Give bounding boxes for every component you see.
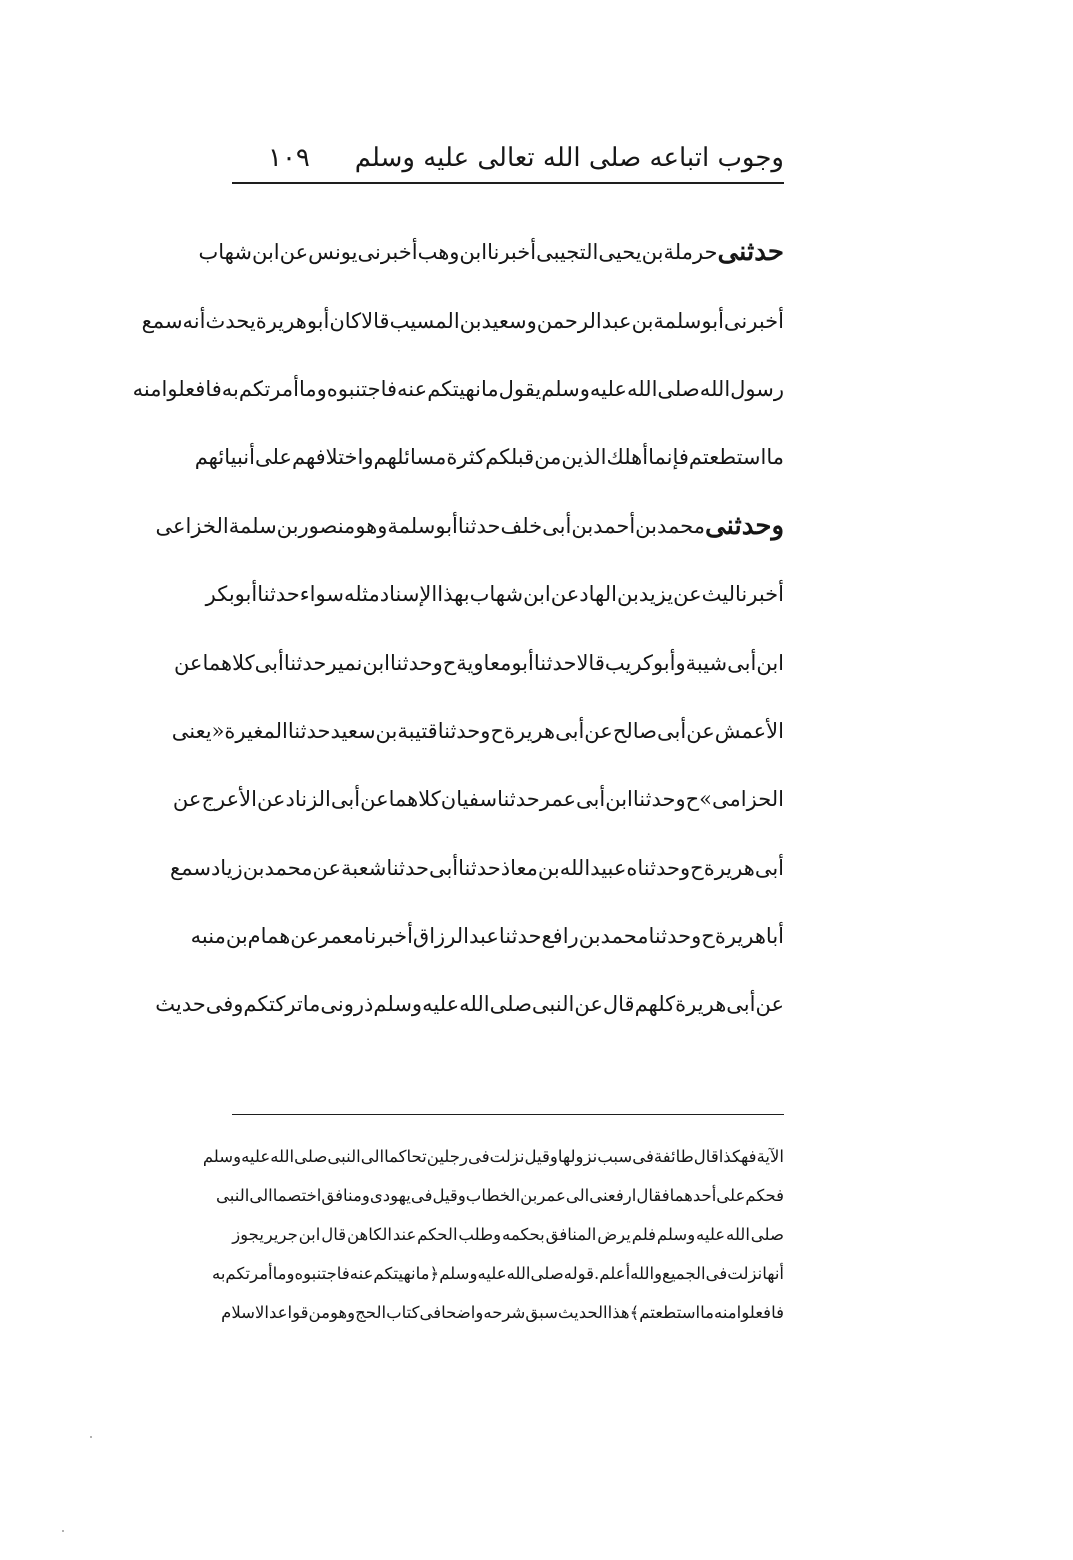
word: نهيتكم [427,376,481,401]
word: صلى [489,992,532,1017]
word: وفى [205,992,244,1017]
word: بن [631,308,654,333]
word: أبى [657,718,687,743]
word: ارفعنى [589,1186,637,1206]
word: الحزامى [712,787,784,812]
word: عبد [601,308,632,333]
word: نزلت [727,1263,763,1283]
word: هريرة [675,992,727,1017]
word: وهو [329,1302,356,1322]
word: حرملة [663,240,718,265]
word: ابن [251,240,280,265]
word: بن [641,240,664,265]
word: حدثنا [498,924,542,949]
word: فى [705,1263,728,1283]
word: قبلكم [485,445,535,470]
word: به [211,1263,226,1283]
word: عن [755,992,784,1017]
word: محمد [657,513,705,538]
word: الأعمش [714,718,784,743]
footnote-line [211,1254,784,1293]
word: فى [632,1147,654,1167]
word: فحكم [745,1186,784,1206]
word: عليه [696,1224,726,1244]
word: « [211,718,225,743]
word: والله [630,1263,663,1283]
word: » [699,787,713,812]
word: وسلم [373,992,423,1017]
word: وقيل [432,1186,466,1206]
word: فى [419,1302,442,1322]
word: عنه [349,1263,374,1283]
word: تركتكم [243,992,303,1017]
word: سلمة [653,308,702,333]
word: قالا [361,308,390,333]
word: المسيب [389,308,460,333]
word: ح [490,718,504,743]
word: يرض [597,1224,631,1244]
footnote-rule [232,1114,784,1115]
word: ح [685,787,700,812]
word: . [594,1263,600,1283]
word: معاذ [500,855,538,880]
word: حدثنا [386,855,429,880]
word: خلف [500,513,543,538]
word: كان [329,308,362,333]
word: الحكم [417,1224,458,1244]
word: زياد [210,855,243,880]
footnote-line [202,1138,784,1177]
word: شهاب [469,582,524,607]
word: عن [172,787,202,812]
running-header [232,138,784,182]
word: اختصما [272,1186,322,1206]
word: أخبرنا [487,240,537,265]
word: منبه [190,924,226,949]
word: كريب [604,650,653,675]
word: وأبو [652,650,686,675]
word: استطعتم [639,1302,701,1322]
main-line [155,970,784,1038]
word: شهاب [198,240,252,265]
word: منه [713,1302,737,1322]
word: بن [571,513,594,538]
word: حدثنا [457,513,501,538]
word: نهيتكم [373,1263,416,1283]
word: قوله [563,1263,595,1283]
word: واضحا [441,1302,484,1322]
word: حديث [155,992,206,1017]
word: عند [392,1224,417,1244]
word: واختلافهم [291,445,374,470]
word: فاجتنبوه [326,376,398,401]
word: عن [673,582,702,607]
word: سواء [299,582,344,607]
word: سعيد [330,718,376,743]
hadith-text [132,218,784,1039]
word: معمر [318,924,364,949]
header-rule [232,182,784,184]
word: أمرتكم [238,376,299,401]
word: ليث [701,582,736,607]
word: قواعد [269,1302,309,1322]
word: حدثنى [717,237,784,268]
word: أهلك [606,445,649,470]
word: يونس [308,240,358,265]
word: ابن [523,582,551,607]
word: قال [602,992,635,1017]
word: على [716,1186,746,1206]
word: أنبيائهم [194,445,255,470]
word: سفيان [440,787,498,812]
word: عليه [241,1147,271,1167]
word: فى [467,1147,490,1167]
main-line [173,628,784,696]
word: فقال [636,1186,670,1206]
word: عن [574,992,603,1017]
word: رجلين [426,1147,468,1167]
word: أبى [726,992,756,1017]
word: من [534,445,562,470]
word: وسلم [202,1147,242,1167]
word: الأعرج [201,787,257,812]
word: الله [459,992,490,1017]
word: صلى [750,1224,784,1244]
word: أنها [762,1263,784,1283]
word: ومنافق [321,1186,370,1206]
word: وسلم [439,1263,478,1283]
running-title: وجوب اتباعه صلى الله تعالى عليه وسلم [354,143,784,173]
word: أخبرنا [735,582,784,607]
word: يهودى [369,1186,411,1206]
word: ح [442,650,457,675]
word: عليه [477,1263,507,1283]
word: وحدثنى [704,510,784,541]
word: وما [298,376,327,401]
word: رسول [730,376,784,401]
word: فلم [631,1224,657,1244]
word: قال [693,1147,719,1167]
word: قتيبة [397,718,438,743]
word: طائفة [653,1147,694,1167]
word: الجميع [662,1263,706,1283]
word: الكاهن [346,1224,392,1244]
word: مسائلهم [373,445,447,470]
word: الله [270,1147,295,1167]
word: الإسناد [379,582,438,607]
word: هريرة [255,308,307,333]
word: أبى [428,855,459,880]
word: بحكمه [501,1224,545,1244]
word: ح [690,855,704,880]
word: سلمة [228,513,277,538]
main-line [132,355,784,423]
word: الاسلام [221,1302,270,1322]
word: أحدهما [669,1186,717,1206]
word: تحاكما [384,1147,427,1167]
word: حدثنا [283,650,327,675]
word: وسلم [656,1224,696,1244]
word: الحج [355,1302,387,1322]
word: أبى [542,513,572,538]
word: أبو [511,650,534,675]
word: عليه [589,376,627,401]
main-line [172,765,784,833]
word: ﴾ [629,1302,640,1322]
word: كتاب [386,1302,420,1322]
main-line [205,560,784,628]
word: ما [302,992,321,1017]
word: همام [247,924,291,949]
word: صلى [530,1263,564,1283]
word: الى [249,1186,273,1206]
word: وسلم [541,376,590,401]
word: بن [635,513,657,538]
word: كلهم [634,992,676,1017]
word: نزلت [489,1147,525,1167]
word: أبو [234,582,258,607]
word: أبى [754,855,784,880]
word: الله [559,855,591,880]
word: وحدثنا [648,924,702,949]
word: الله [506,1263,531,1283]
word: بن [459,308,482,333]
word: منه [132,376,162,401]
word: الرزاق [412,924,470,949]
main-line [198,218,784,286]
word: النبى [216,1186,250,1206]
word: المنافق [545,1224,597,1244]
word: عن [360,787,389,812]
main-line [171,697,784,765]
word: كثرة [446,445,486,470]
main-line [141,286,784,354]
word: فافعلوا [161,376,222,401]
word: ابن [298,1224,321,1244]
word: بن [375,718,398,743]
word: محمد [264,855,313,880]
word: جرير [264,1224,298,1244]
word: النبى [327,1147,361,1167]
word: أبى [727,650,757,675]
word: عن [256,787,286,812]
word: مثله [343,582,380,607]
word: الزناد [285,787,331,812]
word: الله [699,376,731,401]
word: هريرة [714,924,766,949]
word: أخبرنى [723,308,784,333]
word: الهاد [579,582,617,607]
word: الى [565,1186,590,1206]
word: وسعيد [481,308,537,333]
word: ﴿ [429,1263,440,1283]
word: أعلم [599,1263,631,1283]
word: وما [272,1263,295,1283]
word: فى [410,1186,433,1206]
word: عن [686,718,715,743]
word: أبو [435,513,458,538]
word: هريرة [703,855,755,880]
word: هريرة [504,718,556,743]
word: نمير [326,650,363,675]
word: وحدثنا [632,787,686,812]
word: سلمة [387,513,436,538]
word: ابن [756,650,784,675]
word: الذين [561,445,607,470]
word: عبيد [590,855,627,880]
word: هذا [607,1302,630,1322]
word: وهو [355,513,388,538]
word: معاوية [456,650,512,675]
word: شرحه [483,1302,526,1322]
word: من [308,1302,330,1322]
word: أبى [576,787,606,812]
main-line [190,902,784,970]
word: وقيل [524,1147,558,1167]
word: وهب [417,240,460,265]
main-line [170,834,784,902]
word: بن [225,924,248,949]
word: بن [520,1186,538,1206]
word: ما [480,376,499,401]
word: بن [616,582,639,607]
word: الله [626,376,658,401]
word: أبى [330,787,361,812]
word: عليه [422,992,460,1017]
word: الحديث [557,1302,608,1322]
word: النبى [531,992,575,1017]
word: أبو [701,308,724,333]
word: بن [276,513,299,538]
word: سمع [141,308,183,333]
word: يقول [498,376,542,401]
word: أبى [555,718,585,743]
word: سبب [597,1147,633,1167]
word: عمر [537,1186,566,1206]
word: أخبرنا [363,924,413,949]
word: يجوز [232,1224,264,1244]
word: قال [321,1224,347,1244]
word: ذرونى [320,992,374,1017]
main-line [194,423,784,491]
scan-speck [62,1530,64,1532]
commentary-footnote [202,1138,784,1332]
word: شعبة [341,855,387,880]
word: استطعتم [688,445,767,470]
word: ح [701,924,715,949]
word: بن [578,924,601,949]
word: سمع [170,855,211,880]
word: عن [550,582,580,607]
word: عن [173,650,203,675]
word: فهكذا [718,1147,757,1167]
word: عن [584,718,613,743]
word: حدثنا [257,582,300,607]
word: أنه [182,308,206,333]
word: المغيرة [224,718,288,743]
word: عنه [397,376,428,401]
word: قالا [576,650,605,675]
word: فافعلوا [736,1302,784,1322]
word: فإنما [648,445,689,470]
word: محمد [600,924,649,949]
word: بكر [205,582,235,607]
word: وحدثنا [437,718,491,743]
word: سبق [525,1302,558,1322]
word: حدثنا [458,855,501,880]
word: شيبة [685,650,728,675]
word: بن [537,855,560,880]
word: بهذا [437,582,470,607]
word: أبا [765,924,784,949]
word: عن [312,855,342,880]
word: الآية [756,1147,784,1167]
word: يعنى [171,718,212,743]
word: الرحمن [536,308,602,333]
word: حدثنا [497,787,540,812]
word: يحدث [205,308,256,333]
word: كلاهما [388,787,441,812]
word: أبو [306,308,330,333]
scan-speck [90,1436,92,1438]
word: فاجتنبوه [294,1263,350,1283]
word: يزيد [638,582,674,607]
word: منصور [298,513,356,538]
word: عمر [539,787,577,812]
word: رافع [541,924,579,949]
word: أمرتكم [225,1263,273,1283]
word: حدثنا [287,718,331,743]
word: الخزاعى [155,513,229,538]
page-number: ١٠٩ [268,143,310,173]
word: ما [700,1302,714,1322]
word: عن [290,924,319,949]
word: صلى [657,376,700,401]
footnote-line [232,1216,784,1255]
word: بن [242,855,265,880]
footnote-line [221,1293,784,1332]
word: وحدثناه [626,855,691,880]
word: وطلب [458,1224,502,1244]
word: يحيى [598,240,642,265]
word: عبد [469,924,499,949]
word: ما [766,445,784,470]
word: صلى [294,1147,328,1167]
word: أحمد [593,513,636,538]
word: التجيبى [536,240,599,265]
word: عن [279,240,309,265]
word: الله [726,1224,750,1244]
word: أخبرنى [357,240,418,265]
word: صالح [612,718,658,743]
word: على [254,445,292,470]
word: وحدثنا [390,650,443,675]
word: ابن [362,650,390,675]
word: أبى [254,650,284,675]
word: كلاهما [202,650,255,675]
word: ما [415,1263,430,1283]
word: ابن [605,787,633,812]
main-line [155,492,784,560]
word: ابن [459,240,488,265]
word: الى [360,1147,385,1167]
footnote-line [216,1177,784,1216]
word: نزولها [557,1147,598,1167]
word: به [221,376,239,401]
word: الخطاب [465,1186,521,1206]
word: حدثنا [533,650,577,675]
